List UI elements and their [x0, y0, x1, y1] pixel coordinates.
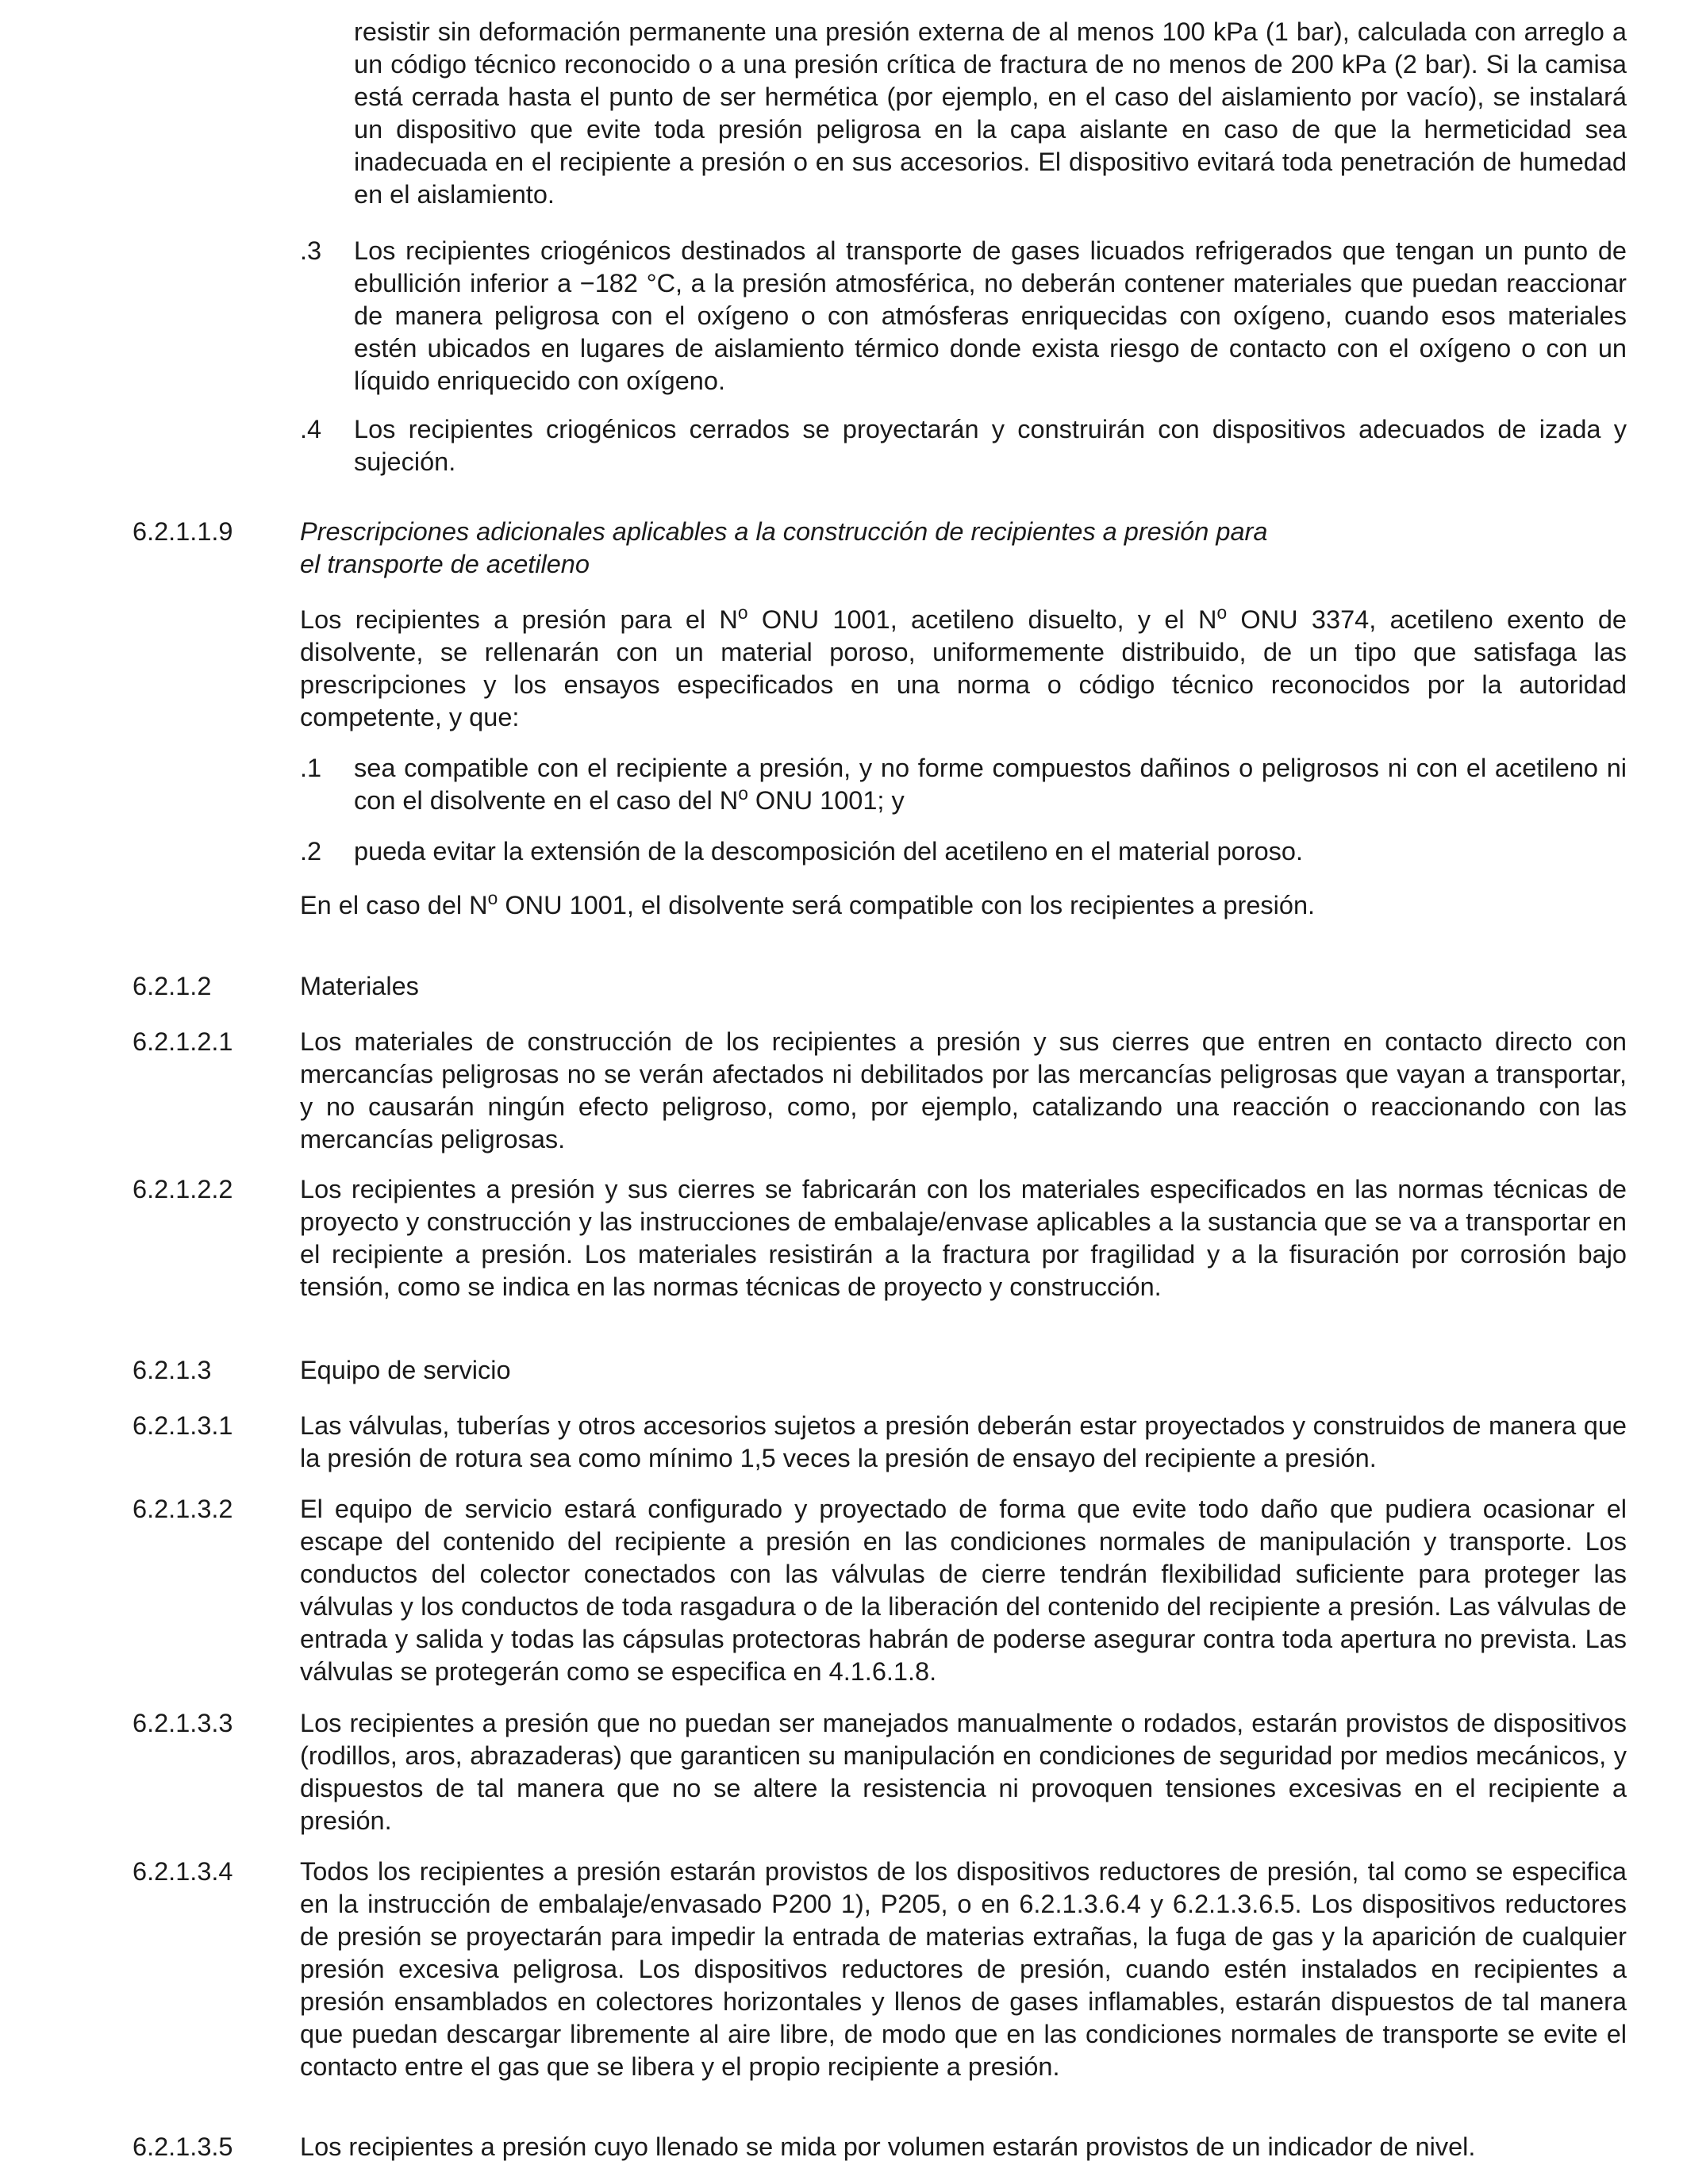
section-6-2-1-3-2 — [133, 1493, 1627, 1688]
section-6-2-1-2-2 — [133, 1173, 1627, 1303]
section-number: 6.2.1.1.9 — [133, 517, 233, 546]
paragraph-continuation: resistir sin deformación permanente una presión externa de al menos 100 kPa (1 bar), calculada con arreglo a un código técnico reconocido o a una presión crítica de fractura de no menos de 200 kPa (2 bar). Si la camisa está cerrada hasta el punto de ser hermética (por ejemplo, en el caso del aislamiento por vacío), se instalará un dispositivo que evite toda presión peligrosa en la capa aislante en caso de que la hermeticidad sea inadecuada en el recipiente a presión o en sus accesorios. El dispositivo evitará toda penetración de humedad en el aislamiento. — [354, 17, 1627, 209]
closing-text-b: ONU 1001, el disolvente será compatible con los recipientes a presión. — [505, 891, 1316, 919]
list-item-number: .1 — [300, 754, 322, 782]
section-text: Los recipientes a presión cuyo llenado se mida por volumen estarán provistos de un indicador de nivel. — [300, 2132, 1476, 2161]
section-title-line-1: Prescripciones adicionales aplicables a la construcción de recipientes a presión para — [300, 517, 1268, 546]
section-title — [300, 516, 1627, 581]
section-number: 6.2.1.2.1 — [133, 1027, 233, 1056]
section-6-2-1-3-heading — [133, 1354, 1627, 1387]
section-number: 6.2.1.3.5 — [133, 2132, 233, 2161]
list-item-3 — [300, 235, 1627, 397]
acetylene-list-item-1 — [300, 752, 1627, 817]
section-6-2-1-1-9-intro — [300, 604, 1627, 734]
section-number: 6.2.1.2 — [133, 972, 212, 1000]
section-text: Todos los recipientes a presión estarán provistos de los dispositivos reductores de presión, tal como se especifica en la instrucción de embalaje/envasado P200 1), P205, o en 6.2.1.3.6.4 y 6.2.1.3.6.5. Los dispositivos reductores de presión se proyectarán para impedir la entrada de materias extrañas, la fuga de gas y la aparición de cualquier presión excesiva peligrosa. Los dispositivos reductores de presión, cuando estén instalados en recipientes a presión ensamblados en colectores horizontales y llenos de gases inflamables, estarán dispuestos de tal manera que puedan descargar libremente al aire libre, de modo que en las condiciones normales de transporte se evite el contacto entre el gas que se libera y el propio recipiente a presión. — [300, 1857, 1627, 2081]
intro-text-a: Los recipientes a presión para el N — [300, 605, 738, 634]
closing-text-a: En el caso del N — [300, 891, 488, 919]
section-6-2-1-1-9-closing — [300, 889, 1627, 922]
superscript-o: o — [738, 783, 748, 804]
intro-text-b: ONU 1001, acetileno disuelto, y el N — [761, 605, 1217, 634]
section-number: 6.2.1.3.3 — [133, 1709, 233, 1737]
list-item-text: Los recipientes criogénicos cerrados se proyectarán y construirán con dispositivos adecuados de izada y sujeción. — [354, 415, 1627, 476]
section-text: Los materiales de construcción de los recipientes a presión y sus cierres que entren en contacto directo con mercancías peligrosas no se verán afectados ni debilitados por las mercancías peligrosas que vayan a transportar, y no causarán ningún efecto peligroso, como, por ejemplo, catalizando una reacción o reaccionando con las mercancías peligrosas. — [300, 1027, 1627, 1153]
section-6-2-1-1-9-heading — [133, 516, 1627, 581]
section-6-2-1-2-1 — [133, 1026, 1627, 1156]
list-item-number: .3 — [300, 236, 322, 265]
section-text: Los recipientes a presión que no puedan ser manejados manualmente o rodados, estarán provistos de dispositivos (rodillos, aros, abrazaderas) que garanticen su manipulación en condiciones de seguridad por medios mecánicos, y dispuestos de tal manera que no se altere la resistencia ni provoquen tensiones excesivas en el recipiente a presión. — [300, 1709, 1627, 1835]
section-6-2-1-3-1 — [133, 1410, 1627, 1475]
list-item-text-b: ONU 1001; y — [755, 786, 905, 815]
list-item-number: .4 — [300, 415, 322, 443]
section-number: 6.2.1.3.1 — [133, 1411, 233, 1440]
list-item-number: .2 — [300, 837, 322, 866]
section-6-2-1-3-4 — [133, 1856, 1627, 2083]
superscript-o: o — [1216, 602, 1228, 624]
section-title: Equipo de servicio — [300, 1356, 511, 1384]
section-text: Los recipientes a presión y sus cierres se fabricarán con los materiales especificados en las normas técnicas de proyecto y construcción y las instrucciones de embalaje/envase aplicables a la sustancia que se va a transportar en el recipiente a presión. Los materiales resistirán a la fractura por fragilidad y a la fisuración por corrosión bajo tensión, como se indica en las normas técnicas de proyecto y construcción. — [300, 1175, 1627, 1301]
list-item-text: pueda evitar la extensión de la descomposición del acetileno en el material poroso. — [354, 837, 1304, 866]
section-6-2-1-2-heading — [133, 970, 1627, 1003]
section-number: 6.2.1.3.4 — [133, 1857, 233, 1886]
section-number: 6.2.1.3 — [133, 1356, 212, 1384]
list-item-text: Los recipientes criogénicos destinados al transporte de gases licuados refrigerados que tengan un punto de ebullición inferior a −182 °C, a la presión atmosférica, no deberán contener materiales que puedan reaccionar de manera peligrosa con el oxígeno o con atmósferas enriquecidas con oxígeno, cuando esos materiales estén ubicados en lugares de aislamiento térmico donde exista riesgo de contacto con el oxígeno o con un líquido enriquecido con oxígeno. — [354, 236, 1627, 395]
section-6-2-1-3-3 — [133, 1707, 1627, 1837]
section-number: 6.2.1.3.2 — [133, 1495, 233, 1523]
list-item-4 — [300, 413, 1627, 478]
intro-text-c: ONU 3374, acetileno exento de disolvente, se rellenarán con un material poroso, uniformemente distribuido, de un tipo que satisfaga las prescripciones y los ensayos especificados en una norma o código técnico reconocidos por la autoridad competente, y que: — [300, 605, 1627, 731]
section-title: Materiales — [300, 972, 419, 1000]
list-item-text-a: sea compatible con el recipiente a presión, y no forme compuestos dañinos o peligrosos ni con el acetileno ni con el disolvente en el caso del N — [354, 754, 1627, 815]
list-item-text — [354, 752, 1627, 817]
acetylene-list-item-2 — [300, 835, 1627, 868]
section-title-line-2: el transporte de acetileno — [300, 550, 590, 578]
section-6-2-1-3-5 — [133, 2131, 1627, 2163]
section-text: El equipo de servicio estará configurado y proyectado de forma que evite todo daño que pudiera ocasionar el escape del contenido del recipiente a presión en las condiciones normales de manipulación y transporte. Los conductos del colector conectados con las válvulas de cierre tendrán flexibilidad suficiente para proteger las válvulas y los conductos de toda rasgadura o de la liberación del contenido del recipiente a presión. Las válvulas de entrada y salida y todas las cápsulas protectoras habrán de poderse asegurar contra toda apertura no prevista. Las válvulas se protegerán como se especifica en 4.1.6.1.8. — [300, 1495, 1627, 1686]
section-number: 6.2.1.2.2 — [133, 1175, 233, 1203]
superscript-o: o — [737, 602, 748, 624]
superscript-o: o — [487, 888, 498, 909]
section-text: Las válvulas, tuberías y otros accesorios sujetos a presión deberán estar proyectados y construidos de manera que la presión de rotura sea como mínimo 1,5 veces la presión de ensayo del recipiente a presión. — [300, 1411, 1627, 1472]
